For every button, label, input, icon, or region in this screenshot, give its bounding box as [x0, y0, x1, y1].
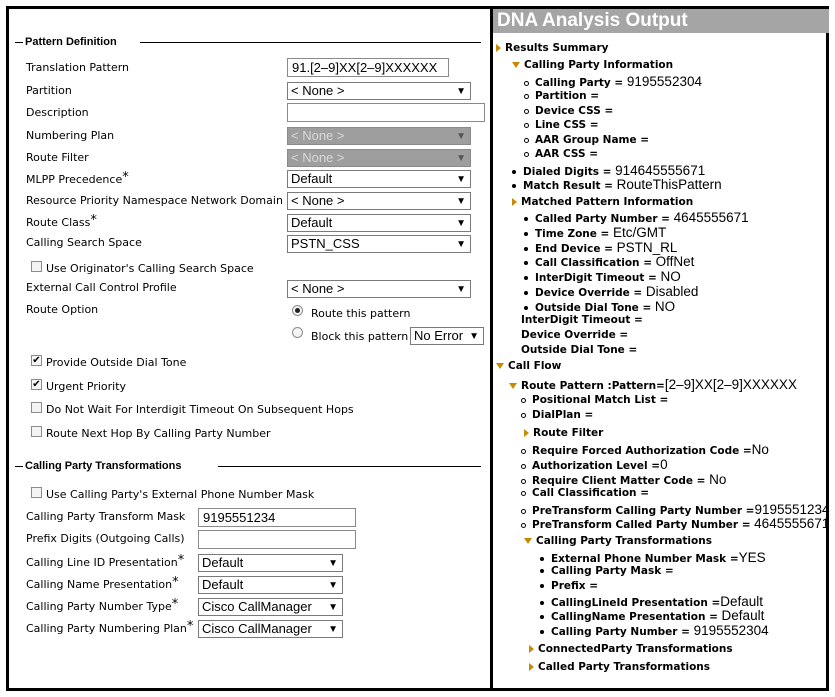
partition-select[interactable] — [287, 82, 471, 100]
number-type-label: Calling Party Number Type* — [26, 597, 179, 613]
called-party-transformations-node[interactable]: Called Party Transformations — [529, 661, 710, 673]
extra-device-override: Device Override = — [521, 329, 629, 341]
route-filter-value: < None > — [291, 150, 345, 165]
collapse-arrow-icon — [496, 363, 504, 369]
cpt-calling-party-number: Calling Party Number = 9195552304 — [540, 623, 769, 638]
rf-require-cmc: Require Client Matter Code = No — [521, 472, 726, 487]
rf-require-fac: Require Forced Authorization Code =No — [521, 442, 769, 457]
bullet-icon — [524, 217, 528, 221]
use-external-mask-label: Use Calling Party's External Phone Number Mask — [46, 488, 315, 501]
hollow-bullet-icon — [524, 109, 529, 114]
numbering-plan-cpt-value: Cisco CallManager — [202, 621, 312, 636]
numbering-plan-select — [287, 127, 471, 145]
chevron-down-icon: ▼ — [456, 174, 466, 185]
legend-line — [218, 466, 481, 467]
calling-party-information-node[interactable]: Calling Party Information — [512, 59, 673, 71]
route-class-value: Default — [291, 215, 333, 230]
route-pattern-node[interactable]: Route Pattern :Pattern=[2–9]XX[2–9]XXXXXX — [509, 377, 797, 392]
route-filter-label: Route Filter — [26, 151, 89, 164]
legend-line — [15, 42, 23, 43]
route-filter-select — [287, 149, 471, 167]
partition-label: Partition — [26, 84, 72, 97]
bullet-icon — [512, 170, 516, 174]
bullet-icon — [524, 232, 528, 236]
calling-search-space-value: PSTN_CSS — [291, 236, 360, 251]
connected-party-transformations-node[interactable]: ConnectedParty Transformations — [529, 643, 733, 655]
number-type-select[interactable] — [198, 598, 343, 616]
route-class-label: Route Class* — [26, 213, 97, 229]
mpi-time-zone: Time Zone = Etc/GMT — [524, 225, 666, 240]
block-reason-value: No Error — [414, 328, 464, 343]
do-not-wait-checkbox[interactable] — [31, 402, 42, 413]
expand-arrow-icon — [524, 429, 529, 437]
external-call-control-value: < None > — [291, 281, 345, 296]
use-originators-css-checkbox[interactable] — [31, 261, 42, 272]
chevron-down-icon: ▼ — [456, 86, 466, 97]
hollow-bullet-icon — [521, 509, 526, 514]
match-result: Match Result = RouteThisPattern — [512, 177, 722, 192]
section-calling-party-transformations: Calling Party Transformations — [25, 460, 182, 472]
route-this-pattern-radio[interactable] — [292, 305, 303, 316]
legend-line — [15, 466, 23, 467]
resource-priority-select[interactable] — [287, 192, 471, 210]
dna-analysis-panel — [493, 9, 829, 688]
external-call-control-label: External Call Control Profile — [26, 281, 177, 294]
required-marker: * — [90, 213, 97, 228]
numbering-plan-value: < None > — [291, 128, 345, 143]
mlpp-precedence-label: MLPP Precedence* — [26, 170, 129, 186]
description-input[interactable] — [287, 103, 485, 122]
calling-search-space-label: Calling Search Space — [26, 236, 142, 249]
section-pattern-definition: Pattern Definition — [25, 36, 117, 48]
mpi-interdigit-timeout: InterDigit Timeout = NO — [524, 269, 681, 284]
chevron-down-icon: ▼ — [456, 131, 466, 142]
calling-line-id-select[interactable] — [198, 554, 343, 572]
dna-analysis-title: DNA Analysis Output — [493, 9, 829, 33]
calling-name-select[interactable] — [198, 576, 343, 594]
mpi-end-device: End Device = PSTN_RL — [524, 240, 677, 255]
matched-pattern-information-node[interactable]: Matched Pattern Information — [512, 196, 693, 208]
expand-arrow-icon — [512, 198, 517, 206]
block-this-pattern-label: Block this pattern — [311, 330, 409, 343]
use-external-mask-checkbox[interactable] — [31, 487, 42, 498]
use-originators-css-label: Use Originator's Calling Search Space — [46, 262, 254, 275]
dialplan: DialPlan = — [521, 409, 593, 421]
rf-pre-calling: PreTransform Calling Party Number =9195551234 — [521, 502, 830, 517]
expand-arrow-icon — [529, 645, 534, 653]
calling-name-value: Default — [202, 577, 244, 592]
rf-pre-called: PreTransform Called Party Number = 4645555671 — [521, 516, 829, 531]
bullet-icon — [540, 630, 544, 634]
hollow-bullet-icon — [521, 398, 526, 403]
bullet-icon — [540, 615, 544, 619]
bullet-icon — [512, 184, 516, 188]
chevron-down-icon: ▼ — [328, 624, 338, 635]
chevron-down-icon: ▼ — [456, 239, 466, 250]
number-type-value: Cisco CallManager — [202, 599, 312, 614]
expand-arrow-icon — [529, 663, 534, 671]
window-frame — [6, 6, 829, 691]
numbering-plan-cpt-label: Calling Party Numbering Plan* — [26, 619, 194, 635]
cpi-device-css: Device CSS = — [524, 105, 613, 117]
expand-arrow-icon — [496, 44, 501, 52]
hollow-bullet-icon — [524, 94, 529, 99]
mpi-called-party-number: Called Party Number = 4645555671 — [524, 210, 749, 225]
cpt-cli-presentation: CallingLineId Presentation =Default — [540, 594, 763, 609]
hollow-bullet-icon — [521, 464, 526, 469]
cpt-prefix: Prefix = — [540, 580, 598, 592]
resource-priority-value: < None > — [291, 193, 345, 208]
cpi-partition: Partition = — [524, 90, 599, 102]
chevron-down-icon: ▼ — [328, 602, 338, 613]
resource-priority-label: Resource Priority Namespace Network Domain — [26, 194, 283, 207]
bullet-icon — [524, 276, 528, 280]
bullet-icon — [524, 291, 528, 295]
results-summary-node[interactable]: Results Summary — [496, 42, 608, 54]
mlpp-precedence-select[interactable] — [287, 170, 471, 188]
hollow-bullet-icon — [524, 138, 529, 143]
required-marker: * — [122, 170, 129, 185]
required-marker: * — [177, 553, 185, 568]
numbering-plan-label: Numbering Plan — [26, 129, 115, 142]
hollow-bullet-icon — [521, 523, 526, 528]
cpt-ext-mask: External Phone Number Mask =YES — [540, 550, 766, 565]
collapse-arrow-icon — [524, 538, 532, 544]
chevron-down-icon: ▼ — [456, 284, 466, 295]
cpt-name-presentation: CallingName Presentation = Default — [540, 608, 764, 623]
calling-search-space-select[interactable] — [287, 235, 471, 253]
legend-line — [140, 42, 481, 43]
bullet-icon — [524, 247, 528, 251]
chevron-down-icon: ▼ — [456, 196, 466, 207]
block-this-pattern-radio[interactable] — [292, 327, 303, 338]
bullet-icon — [524, 261, 528, 265]
hollow-bullet-icon — [521, 413, 526, 418]
description-label: Description — [26, 106, 89, 119]
cpi-line-css: Line CSS = — [524, 119, 599, 131]
calling-party-transformations-node[interactable]: Calling Party Transformations — [524, 535, 712, 547]
required-marker: * — [172, 575, 179, 590]
route-this-pattern-label: Route this pattern — [311, 307, 411, 320]
route-option-label: Route Option — [26, 303, 99, 316]
route-next-hop-label: Route Next Hop By Calling Party Number — [46, 427, 271, 440]
mpi-device-override: Device Override = Disabled — [524, 284, 698, 299]
cpi-aar-css: AAR CSS = — [524, 148, 598, 160]
bullet-icon — [540, 584, 544, 588]
cpi-aar-group: AAR Group Name = — [524, 134, 649, 146]
external-call-control-select[interactable] — [287, 280, 471, 298]
translation-pattern-input[interactable]: 91.[2–9]XX[2–9]XXXXXX — [287, 58, 449, 77]
provide-outside-dial-tone-checkbox[interactable]: ✔ — [32, 355, 41, 366]
translation-pattern-label: Translation Pattern — [26, 61, 130, 74]
hollow-bullet-icon — [521, 479, 526, 484]
required-marker: * — [186, 619, 194, 634]
hollow-bullet-icon — [524, 81, 529, 86]
call-flow-node[interactable]: Call Flow — [496, 360, 561, 372]
pattern-config-panel — [13, 9, 487, 688]
hollow-bullet-icon — [524, 123, 529, 128]
hollow-bullet-icon — [521, 491, 526, 496]
urgent-priority-checkbox[interactable]: ✔ — [32, 379, 41, 390]
chevron-down-icon: ▼ — [456, 218, 466, 229]
bullet-icon — [540, 569, 544, 573]
transform-mask-label: Calling Party Transform Mask — [26, 510, 186, 523]
positional-match-list: Positional Match List = — [521, 394, 668, 406]
extra-outside-dial-tone: Outside Dial Tone = — [521, 344, 638, 356]
do-not-wait-label: Do Not Wait For Interdigit Timeout On Subsequent Hops — [46, 403, 354, 416]
chevron-down-icon: ▼ — [328, 558, 338, 569]
transform-mask-input[interactable]: 9195551234 — [198, 508, 356, 527]
chevron-down-icon: ▼ — [456, 153, 466, 164]
route-class-select[interactable] — [287, 214, 471, 232]
collapse-arrow-icon — [509, 383, 517, 389]
mlpp-precedence-value: Default — [291, 171, 333, 186]
calling-line-id-value: Default — [202, 555, 244, 570]
extra-interdigit-timeout: InterDigit Timeout = — [521, 314, 643, 326]
cpt-calling-party-mask: Calling Party Mask = — [540, 565, 674, 577]
calling-line-id-label: Calling Line ID Presentation* — [26, 553, 185, 569]
numbering-plan-cpt-select[interactable] — [198, 620, 343, 638]
calling-name-label: Calling Name Presentation* — [26, 575, 179, 591]
bullet-icon — [540, 557, 544, 561]
cpi-calling-party: Calling Party = 9195552304 — [524, 74, 702, 89]
mpi-outside-dial-tone: Outside Dial Tone = NO — [524, 299, 675, 314]
mpi-call-classification: Call Classification = OffNet — [524, 254, 694, 269]
chevron-down-icon: ▼ — [328, 580, 338, 591]
route-next-hop-checkbox[interactable] — [31, 426, 42, 437]
dialed-digits: Dialed Digits = 914645555671 — [512, 163, 705, 178]
required-marker: * — [171, 597, 179, 612]
chevron-down-icon: ▼ — [469, 331, 479, 342]
bullet-icon — [524, 306, 528, 310]
provide-outside-dial-tone-label: Provide Outside Dial Tone — [46, 356, 187, 369]
collapse-arrow-icon — [512, 62, 520, 68]
prefix-digits-label: Prefix Digits (Outgoing Calls) — [26, 532, 185, 545]
rf-call-classification: Call Classification = — [521, 487, 649, 499]
partition-value: < None > — [291, 83, 345, 98]
urgent-priority-label: Urgent Priority — [46, 380, 127, 393]
prefix-digits-input[interactable] — [198, 530, 356, 549]
rf-auth-level: Authorization Level =0 — [521, 457, 668, 472]
hollow-bullet-icon — [521, 449, 526, 454]
hollow-bullet-icon — [524, 152, 529, 157]
bullet-icon — [540, 601, 544, 605]
route-filter-node[interactable]: Route Filter — [524, 427, 603, 439]
block-reason-select[interactable] — [410, 327, 484, 345]
